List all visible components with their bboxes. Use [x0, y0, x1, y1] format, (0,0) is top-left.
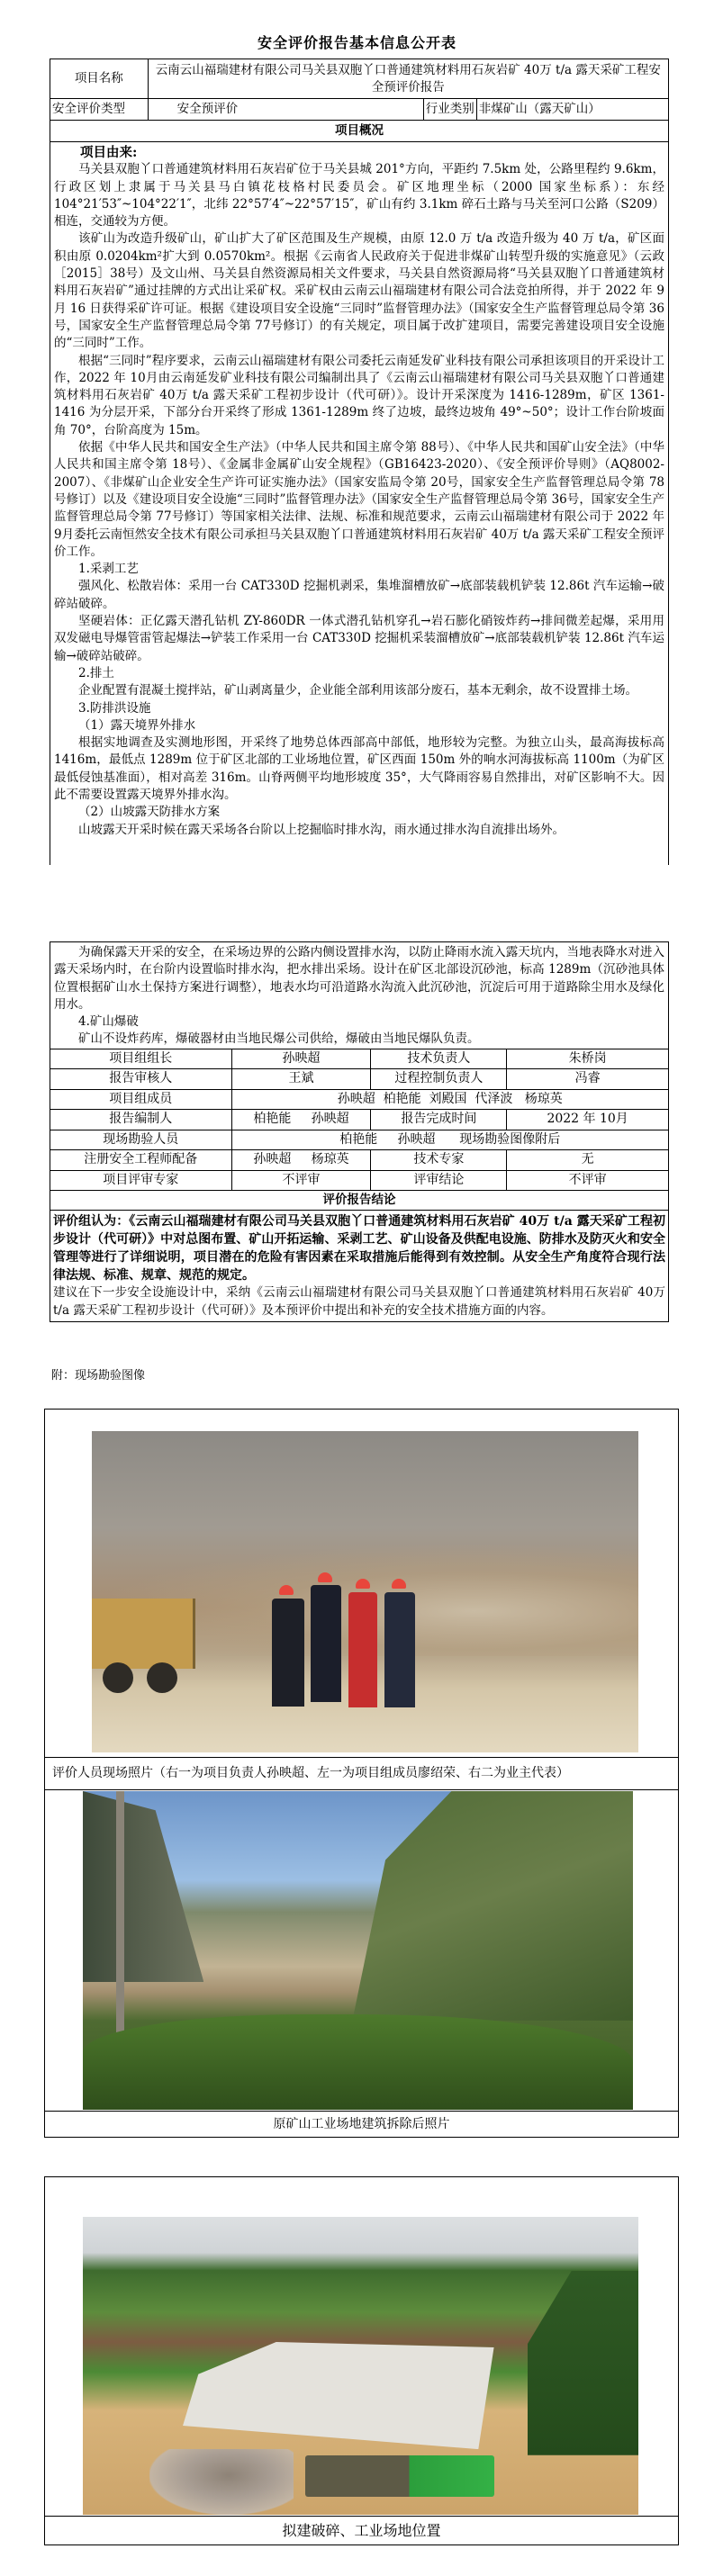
overview-heading-row	[50, 121, 669, 142]
overview-paragraph: 马关县双胞丫口普通建筑材料用石灰岩矿位于马关县城 201°方向，平距约 7.5km 处，公路里程约 9.6km，行政区划上隶属于马关县马白镇花枝格村民委员会。矿区地理坐标（2000 国家坐标系）：东经 104°21′53″~104°22′1″，北纬 22°57′4″~22°57′15″，矿山有约 3.1km 碎石土路与马关至河口公路（S209）相连，交通较为方便。	[54, 162, 664, 230]
conclusion-recommendation: 建议在下一步安全设施设计中，采纳《云南云山福瑞建材有限公司马关县双胞丫口普通建筑材料用石灰岩矿 40万 t/a 露天采矿工程初步设计（代可研）》及本预评价中提出和补充的安全技术措施方面的内容。	[53, 1285, 665, 1318]
staff-value: 柏艳能 孙映超 现场勘验图像附后	[231, 1130, 668, 1150]
staff-value: 孙映超	[231, 1049, 371, 1069]
staff-row-leader	[50, 1049, 669, 1069]
staff-value: 孙映超 杨琼英	[231, 1150, 371, 1171]
site-photo-proposed-crushing-site	[83, 2217, 638, 2515]
overview-heading: 项目概况	[50, 121, 669, 142]
overview-paragraph: 坚硬岩体：正亿露天潜孔钻机 ZY-860DR 一体式潜孔钻机穿孔→岩石膨化硝铵炸药→排间微差起爆，采用用双发磁电导爆管雷管起爆法→铲装工作采用一台 CAT330D 挖掘机采装溜槽放矿→底部装载机铲装 12.86t 汽车运输→破碎站破碎。	[54, 614, 664, 663]
staff-row-engineers	[50, 1150, 669, 1171]
overview-paragraph: 企业配置有混凝土搅拌站，矿山剥离量少，企业能全部利用该部分废石，基本无剩余，故不设置排土场。	[78, 683, 637, 698]
staff-row-inspectors	[50, 1130, 669, 1150]
eval-type-row	[50, 99, 669, 121]
staff-label: 项目组成员	[50, 1089, 232, 1110]
staff-label: 过程控制负责人	[371, 1069, 507, 1090]
subsection-heading: 3.防排洪设施	[78, 700, 151, 716]
staff-row-members	[50, 1089, 669, 1110]
project-name-label: 项目名称	[50, 59, 149, 99]
staff-value: 柏艳能 孙映超	[231, 1110, 371, 1130]
overview-body-row	[50, 142, 669, 865]
document-title: 安全评价报告基本信息公开表	[257, 34, 456, 51]
site-photo-demolished-buildings	[83, 1791, 633, 2110]
staff-label: 注册安全工程师配备	[50, 1150, 232, 1171]
project-name-value: 云南云山福瑞建材有限公司马关县双胞丫口普通建筑材料用石灰岩矿 40万 t/a 露天采矿工程安全预评价报告	[148, 59, 668, 99]
subsection-heading: 1.采剥工艺	[78, 562, 139, 577]
subsection-heading: 2.排土	[78, 665, 114, 680]
conclusion-statement: 评价组认为：《云南云山福瑞建材有限公司马关县双胞丫口普通建筑材料用石灰岩矿 40万 t/a 露天采矿工程初步设计（代可研）》中对总图布置、矿山开拓运输、采剥工艺、矿山设备及供配电设施、防排水及防灭火和安全管理等进行了详细说明，项目潜在的危险有害因素在采取措施后能得到有效控制。从安全生产角度符合现行法律法规、标准、规章、规范的规定。	[53, 1214, 665, 1283]
overview-paragraph: 根据“三同时”程序要求，云南云山福瑞建材有限公司委托云南延发矿业科技有限公司承担该项目的开采设计工作，2022 年 10月由云南延发矿业科技有限公司编制出具了《云南云山福瑞建材有限公司马关县双胞丫口普通建筑材料用石灰岩矿 40万 t/a 露天采矿工程初步设计（代可研）》。设计开采深度为 1416-1289m，矿区 1361-1416 为分层开采，下部分台开采终了形成 1361-1289m 终了边坡，最终边坡角 49°~50°；设计工作台阶坡面角 70°，台阶高度为 15m。	[54, 353, 664, 437]
staff-label: 项目评审专家	[50, 1170, 232, 1191]
staff-label: 技术负责人	[371, 1049, 507, 1069]
overview-body	[50, 142, 669, 865]
origin-heading: 项目由来:	[80, 145, 138, 160]
overview-paragraph: 根据实地调查及实测地形图，开采终了地势总体西部高中部低，地形较为完整。为独立山头，最高海拔标高 1416m，最低点 1289m 位于矿区北部的工业场地位置，矿区西面 150m 外的响水河海拔标高 1100m（为矿区最低侵蚀基准面），相对高差 316m。山脊两侧平均地形坡度 35°，大气降雨容易自然排出，对矿区影响不大。因此不需要设置露天境界外排水沟。	[54, 735, 664, 802]
staff-row-reviewer	[50, 1069, 669, 1090]
subsection-heading: （2）山坡露天防排水方案	[78, 805, 221, 820]
staff-label: 技术专家	[371, 1150, 507, 1171]
industry-value: 非煤矿山（露天矿山）	[476, 99, 668, 121]
overview-paragraph: 山坡露天开采时候在露天采场各台阶以上挖掘临时排水沟，雨水通过排水沟自流排出场外。	[78, 822, 565, 837]
conclusion-body-row	[50, 1211, 669, 1322]
conclusion-heading-row	[50, 1191, 669, 1211]
staff-value: 不评审	[231, 1170, 371, 1191]
photo-caption: 原矿山工业场地建筑拆除后照片	[45, 2111, 678, 2138]
conclusion-body	[50, 1211, 669, 1322]
overview-paragraph: 为确保露天开采的安全，在采场边界的公路内侧设置排水沟，以防止降雨水流入露天坑内，当地表降水对进入露天采场内时，在台阶内设置临时排水沟，把水排出采场。设计在矿区北部设沉砂池，标高 1289m（沉砂池具体位置根据矿山水土保持方案进行调整），地表水均可沿道路水沟流入此沉砂池，沉淀后可用于道路除尘用水及绿化用水。	[54, 945, 664, 1012]
staff-value: 朱桥岗	[507, 1049, 669, 1069]
photo-caption: 评价人员现场照片（右一为项目负责人孙映超、左一为项目组成员廖绍荣、右二为业主代表）	[45, 1757, 678, 1790]
staff-label: 现场勘验人员	[50, 1130, 232, 1150]
overview-paragraph: 该矿山为改造升级矿山，矿山扩大了矿区范围及生产规模，由原 12.0 万 t/a 改造升级为 40 万 t/a，矿区面积由原 0.0204km²扩大到 0.0570km²。根据《云南省人民政府关于促进非煤矿山转型升级的实施意见》（云政［2015］38号）及文山州、马关县自然资源局相关文件要求，马关县自然资源局将“马关县双胞丫口普通建筑材料用石灰岩矿”通过挂牌的方式出让采矿权。采矿权由云南云山福瑞建材有限公司合法竞拍所得，并于 2022 年 9 月 16 日获得采矿许可证。根据《建设项目安全设施“三同时”监督管理办法》（国家安全生产监督管理总局令第 36号，国家安全生产监督管理总局令第 77号修订）的有关规定，项目属于改扩建项目，需要完善建设项目安全设施的“三同时”工作。	[54, 231, 664, 351]
staff-label: 报告完成时间	[371, 1110, 507, 1130]
site-photos-box	[44, 1409, 679, 2138]
staff-label: 报告审核人	[50, 1069, 232, 1090]
eval-type-value: 安全预评价	[148, 99, 423, 121]
industry-label: 行业类别	[423, 99, 476, 121]
staff-value: 不评审	[507, 1170, 669, 1191]
photo-caption: 拟建破碎、工业场地位置	[45, 2516, 678, 2545]
site-photo-staff	[92, 1431, 638, 1752]
staff-value: 2022 年 10月	[507, 1110, 669, 1130]
attachment-label: 附：现场勘验图像	[51, 1369, 146, 1383]
staff-label: 项目组组长	[50, 1049, 232, 1069]
subsection-heading: （1）露天境界外排水	[78, 717, 196, 733]
eval-type-label: 安全评价类型	[50, 99, 149, 121]
overview-paragraph: 强风化、松散岩体：采用一台 CAT330D 挖掘机剥采，集堆溜槽放矿→底部装载机铲装 12.86t 汽车运输→破碎站破碎。	[54, 579, 664, 611]
basic-info-table-continued	[50, 941, 669, 1322]
staff-value: 冯睿	[507, 1069, 669, 1090]
staff-value: 王斌	[231, 1069, 371, 1090]
staff-row-authors	[50, 1110, 669, 1130]
subsection-heading: 4.矿山爆破	[78, 1014, 139, 1030]
staff-label: 评审结论	[371, 1170, 507, 1191]
overview-body-continued	[50, 942, 669, 1049]
conclusion-heading: 评价报告结论	[50, 1191, 669, 1211]
overview-cont-row	[50, 942, 669, 1049]
project-name-row	[50, 59, 669, 99]
overview-paragraph: 矿山不设炸药库，爆破器材由当地民爆公司供给，爆破由当地民爆队负责。	[78, 1031, 480, 1047]
overview-paragraph: 依据《中华人民共和国安全生产法》（中华人民共和国主席令第 88号）、《中华人民共和国矿山安全法》（中华人民共和国主席令第 18号）、《金属非金属矿山安全规程》（GB16423-2020）、《安全预评价导则》（AQ8002-2007）、《非煤矿山企业安全生产许可证实施办法》（国家安监局令第 20号，国家安全生产监督管理总局令第 78号修订）以及《建设项目安全设施“三同时”监督管理办法》（国家安全生产监督管理总局令第 36号，国家安全生产监督管理总局令第 77号修订）等国家相关法律、法规、标准和规范要求，云南云山福瑞建材有限公司于 2022 年 9月委托云南恒然安全技术有限公司承担马关县双胞丫口普通建筑材料用石灰岩矿 40万 t/a 露天采矿工程安全预评价工作。	[54, 440, 664, 559]
staff-value: 无	[507, 1150, 669, 1171]
staff-value: 孙映超 柏艳能 刘殿国 代泽波 杨琼英	[231, 1089, 668, 1110]
site-photos-box-2	[44, 2176, 679, 2545]
staff-label: 报告编制人	[50, 1110, 232, 1130]
staff-row-review-experts	[50, 1170, 669, 1191]
basic-info-table	[50, 59, 669, 865]
